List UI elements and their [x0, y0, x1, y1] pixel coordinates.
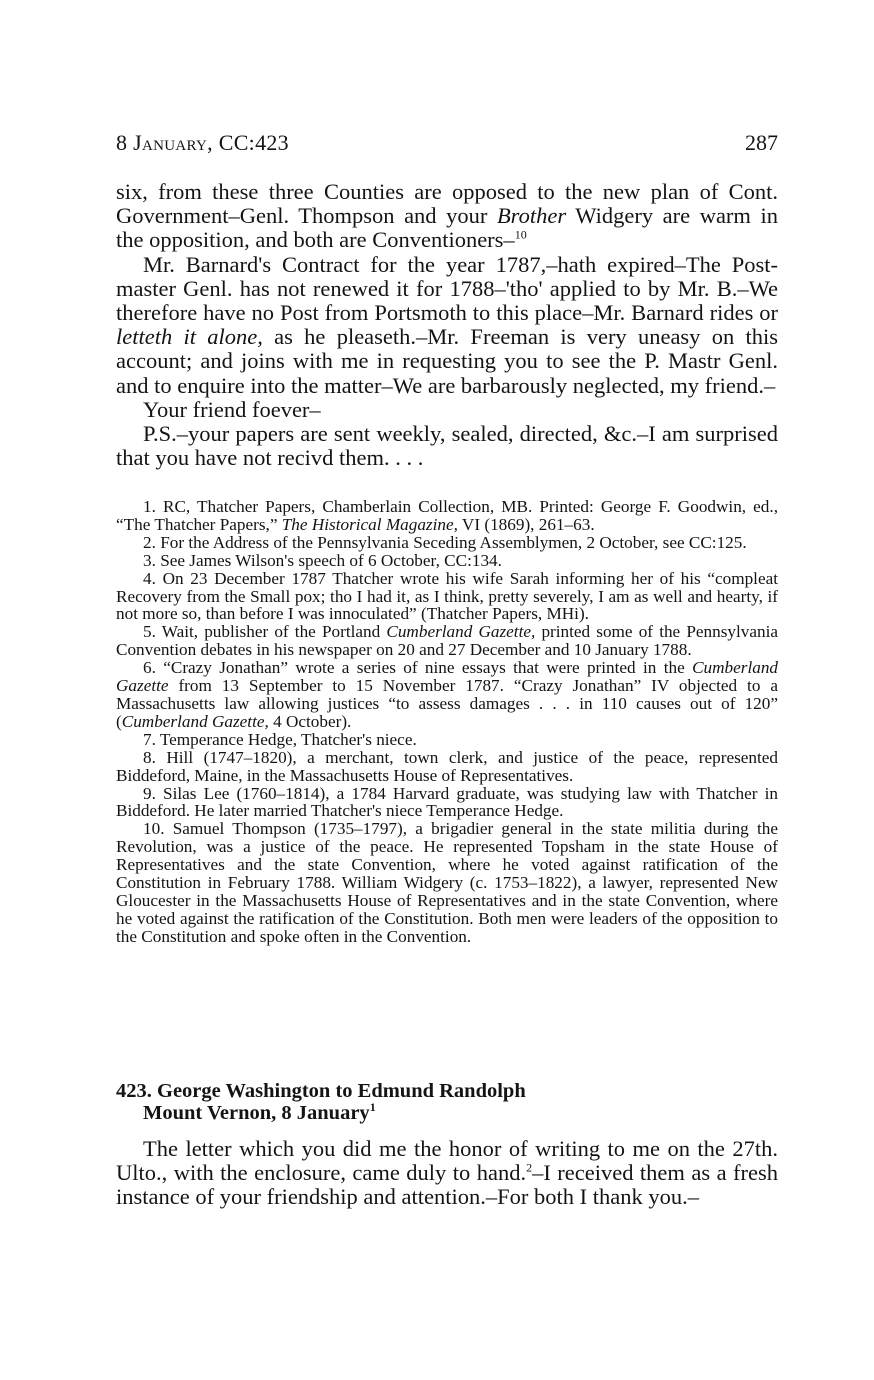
- footnote-ref: 1: [369, 1100, 376, 1115]
- footnote: 3. See James Wilson's speech of 6 October, CC:134.: [143, 550, 502, 570]
- footnote-ref: 2: [526, 1160, 533, 1175]
- postscript: P.S.–your papers are sent weekly, sealed, directed, &c.–I am surprised that you have not recivd them. . . .: [116, 421, 778, 471]
- paragraph: The letter which you did me the honor of writing to me on the 27th. Ulto., with the enclosure, came duly to hand.$^2$–I received them as a fresh instance of your friendship and attention.–For both I thank you.–: [116, 1136, 778, 1210]
- heading-place-date: Mount Vernon, 8 January$^1$: [143, 1100, 376, 1124]
- footnote: 9. Silas Lee (1760–1814), a 1784 Harvard graduate, was studying law with Thatcher in Biddeford. He later married Thatcher's niece Temperance Hedge.: [116, 783, 778, 821]
- footnote: 10. Samuel Thompson (1735–1797), a brigadier general in the state militia during the Revolution, was a justice of the peace. He represented Topsham in the state House of Representatives and the state Convention, where he voted against ratification of the Constitution in February 1788. William Widgery (c. 1753–1822), a lawyer, represented New Gloucester in the Massachusetts House of Representatives and in the state Convention, where he voted against the ratification of the Constitution. Both men were leaders of the opposition to the Constitution and spoke often in the Convention.: [116, 819, 778, 946]
- letter-body: [116, 1137, 778, 1210]
- footnote: 6. “Crazy Jonathan” wrote a series of nine essays that were printed in the Cumberland Gazette from 13 September to 15 November 1787. “Crazy Jonathan” IV objected to a Massachusetts law allowing justices “to assess damages . . . in 110 causes out of 120” (Cumberland Gazette, 4 October).: [116, 658, 778, 731]
- paragraph: Mr. Barnard's Contract for the year 1787,–hath expired–The Post-master Genl. has not renewed it for 1788–'tho' applied to by Mr. B.–We therefore have no Post from Portsmoth to this place–Mr. Barnard rides or letteth it alone, as he pleaseth.–Mr. Freeman is very uneasy on this account; and joins with me in requesting you to see the P. Mastr Genl. and to enquire into the matter–We are barbarously neglected, my friend.–: [116, 251, 778, 398]
- footnotes: [116, 498, 778, 946]
- page-number: 287: [745, 130, 778, 155]
- footnote: 8. Hill (1747–1820), a merchant, town clerk, and justice of the peace, represented Biddeford, Maine, in the Massachusetts House of Representatives.: [116, 747, 778, 785]
- document-heading: [116, 1080, 778, 1124]
- running-title: [116, 130, 289, 156]
- running-title-day: 8: [116, 130, 134, 155]
- footnote: 1. RC, Thatcher Papers, Chamberlain Collection, MB. Printed: George F. Goodwin, ed., “The Thatcher Papers,” The Historical Magazine, VI (1869), 261–63.: [116, 497, 778, 534]
- footnote: 7. Temperance Hedge, Thatcher's niece.: [143, 729, 417, 749]
- running-header: [116, 130, 778, 158]
- closing: Your friend foever–: [143, 396, 321, 422]
- running-title-month: January: [133, 130, 208, 155]
- paragraph: six, from these three Counties are opposed to the new plan of Cont. Government–Genl. Thompson and your Brother Widgery are warm in the opposition, and both are Conventioners–$^{10}$: [116, 179, 778, 253]
- running-title-rest: , CC:423: [207, 130, 289, 155]
- heading-title: 423. George Washington to Edmund Randolph: [116, 1080, 526, 1102]
- footnote: 2. For the Address of the Pennsylvania Seceding Assemblymen, 2 October, see CC:125.: [143, 532, 747, 552]
- footnote: 4. On 23 December 1787 Thatcher wrote his wife Sarah informing her of his “compleat Recovery from the Small pox; tho I had it, as I think, pretty severely, I am as well and hearty, if not more so, than before I was innoculated” (Thatcher Papers, MHi).: [116, 568, 778, 624]
- footnote: 5. Wait, publisher of the Portland Cumberland Gazette, printed some of the Pennsylvania Convention debates in his newspaper on 20 and 27 December and 10 January 1788.: [116, 622, 778, 660]
- letter-continuation: [116, 180, 778, 470]
- footnote-ref: 10: [514, 227, 527, 242]
